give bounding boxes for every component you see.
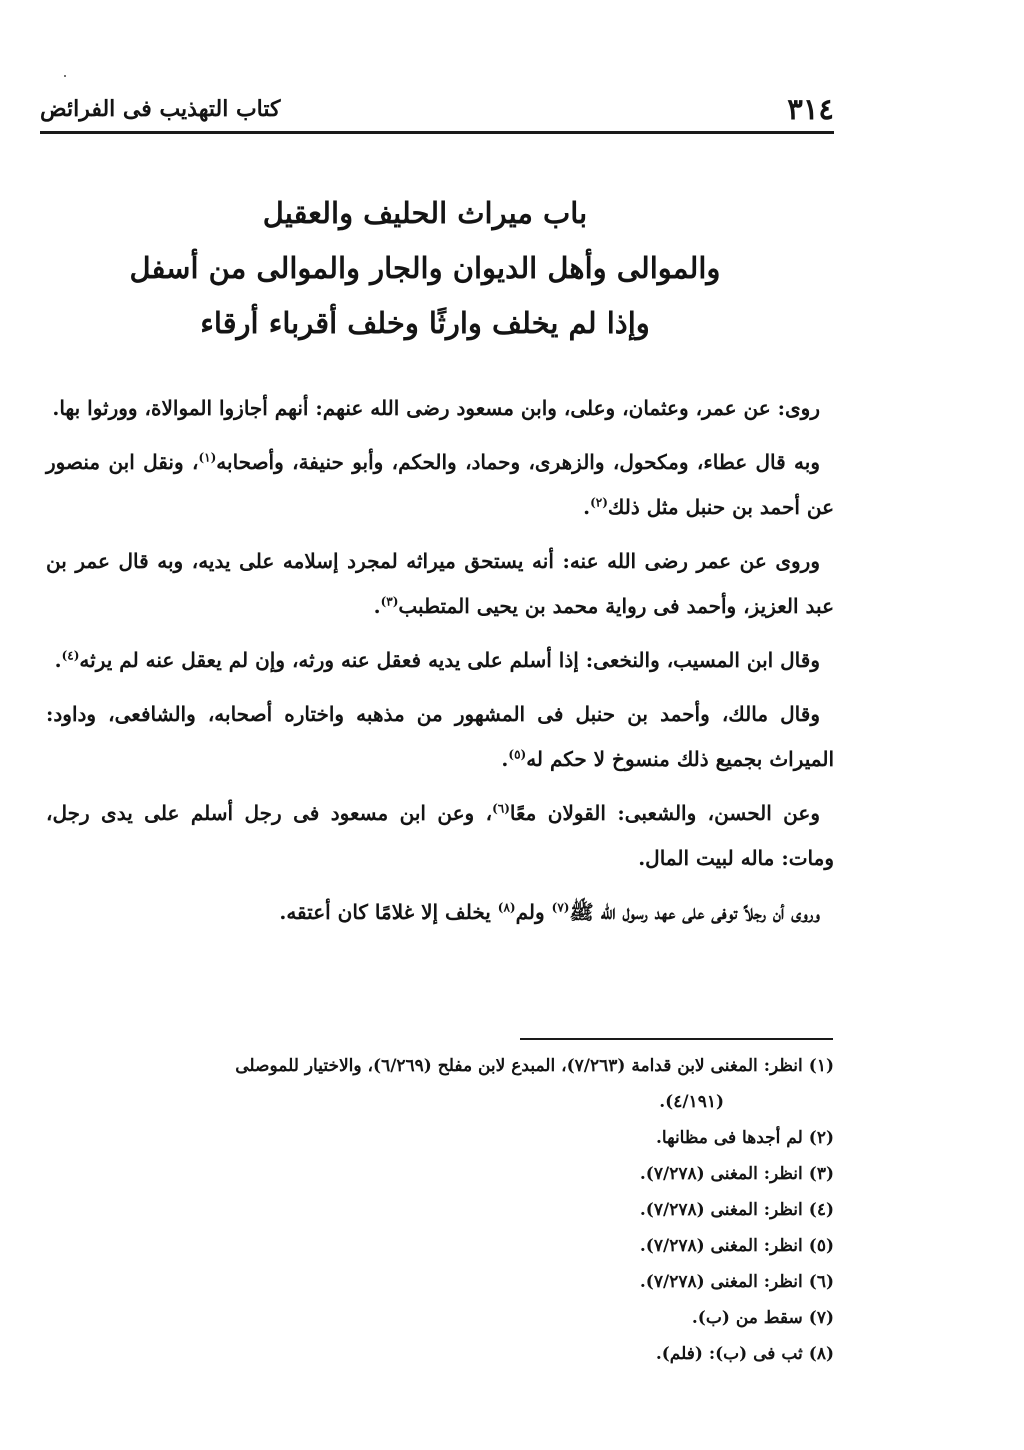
paragraph-text: ولم bbox=[515, 900, 552, 924]
paragraph-text: وقال ابن المسيب، والنخعى: إذا أسلم على يديه فعقل عنه ورثه، وإن لم يعقل عنه لم يرثه bbox=[79, 648, 820, 672]
footnote-ref-5[interactable]: (٥) bbox=[508, 747, 527, 762]
footnote-number: (١) bbox=[808, 1056, 834, 1076]
paragraph-text: . bbox=[583, 495, 591, 519]
footnote-text: انظر: المغنى (٧/٢٧٨). bbox=[639, 1200, 803, 1220]
paragraph-text: . bbox=[373, 594, 381, 618]
page-header bbox=[40, 88, 834, 132]
paragraph-text: . bbox=[54, 648, 62, 672]
chapter-title bbox=[80, 186, 770, 351]
footnote-6 bbox=[46, 1264, 834, 1300]
footnote-2 bbox=[46, 1120, 834, 1156]
footnote-3 bbox=[46, 1156, 834, 1192]
footnote-ref-4[interactable]: (٤) bbox=[61, 648, 80, 663]
footnote-text: سقط من (ب). bbox=[691, 1308, 803, 1328]
footnote-number: (٥) bbox=[808, 1236, 834, 1256]
running-title: كتاب التهذيب فى الفرائض bbox=[40, 96, 281, 122]
chapter-title-line-3: وإذا لم يخلف وارثًا وخلف أقرباء أرقاء bbox=[200, 306, 650, 340]
paragraph-text: روى: عن عمر، وعثمان، وعلى، وابن مسعود رضى الله عنهم: أنهم أجازوا الموالاة، وورثوا بها. bbox=[52, 396, 820, 420]
paragraph-text: ، وعن ابن مسعود فى رجل أسلم على يدى رجل، ومات: ماله لبيت المال. bbox=[46, 801, 834, 870]
footnote-text: لم أجدها فى مظانها. bbox=[656, 1128, 803, 1148]
footnote-ref-6[interactable]: (٦) bbox=[492, 801, 510, 816]
paragraph-text: وروى أن رجلاً توفى على عهد رسول الله ﷺ bbox=[569, 900, 820, 924]
paragraph-text: . bbox=[501, 747, 509, 771]
footnote-ref-7[interactable]: (٧) bbox=[551, 900, 570, 915]
footnote-rule bbox=[520, 1038, 833, 1040]
paragraph-6 bbox=[46, 791, 834, 881]
footnote-ref-1[interactable]: (١) bbox=[198, 450, 217, 465]
paragraph-text: وعن الحسن، والشعبى: القولان معًا bbox=[509, 801, 821, 825]
footnote-4 bbox=[46, 1192, 834, 1228]
paragraph-5 bbox=[46, 692, 834, 782]
paragraph-text: وروى عن عمر رضى الله عنه: أنه يستحق ميراثه لمجرد إسلامه على يديه، وبه قال عمر بن عبد العزيز، وأحمد فى رواية محمد بن يحيى المتطبب bbox=[46, 549, 834, 618]
footnote-number: (٧) bbox=[808, 1308, 834, 1328]
footnote-ref-8[interactable]: (٨) bbox=[497, 900, 516, 915]
footnote-number: (٤) bbox=[808, 1200, 834, 1220]
footnote-text: انظر: المغنى لابن قدامة (٧/٢٦٣)، المبدع لابن مفلح (٦/٢٦٩)، والاختيار للموصلى bbox=[235, 1056, 803, 1076]
paragraph-text: يخلف إلا غلامًا كان أعتقه. bbox=[279, 900, 498, 924]
footnote-continuation: (٤/١٩١). bbox=[659, 1092, 724, 1112]
paragraph-1 bbox=[46, 386, 834, 431]
footnote-number: (٨) bbox=[808, 1344, 834, 1364]
footnote-text: انظر: المغنى (٧/٢٧٨). bbox=[639, 1272, 803, 1292]
paragraph-text: وقال مالك، وأحمد بن حنبل فى المشهور من مذهبه واختاره أصحابه، والشافعى، وداود: الميراث بجميع ذلك منسوخ لا حكم له bbox=[46, 702, 834, 771]
footnote-text: انظر: المغنى (٧/٢٧٨). bbox=[639, 1164, 803, 1184]
paragraph-3 bbox=[46, 539, 834, 629]
footnote-5 bbox=[46, 1228, 834, 1264]
paragraph-text: وبه قال عطاء، ومكحول، والزهرى، وحماد، والحكم، وأبو حنيفة، وأصحابه bbox=[216, 450, 821, 474]
footnotes bbox=[46, 1048, 834, 1372]
footnote-text: ثب فى (ب): (فلم). bbox=[655, 1344, 803, 1364]
paragraph-text: ، ونقل ابن منصور عن أحمد بن حنبل مثل ذلك bbox=[46, 450, 834, 519]
paragraph-7 bbox=[46, 890, 834, 935]
footnote-number: (٢) bbox=[808, 1128, 834, 1148]
page-number: ٣١٤ bbox=[787, 92, 834, 126]
body-text bbox=[46, 386, 834, 944]
footnote-ref-2[interactable]: (٢) bbox=[590, 495, 608, 510]
footnote-1 bbox=[46, 1048, 834, 1120]
footnote-7 bbox=[46, 1300, 834, 1336]
paragraph-2 bbox=[46, 440, 834, 530]
paragraph-4 bbox=[46, 638, 834, 683]
header-rule bbox=[40, 131, 834, 134]
chapter-title-line-1: باب ميراث الحليف والعقيل bbox=[262, 196, 588, 230]
footnote-number: (٦) bbox=[808, 1272, 834, 1292]
footnote-8 bbox=[46, 1336, 834, 1372]
footnote-text: انظر: المغنى (٧/٢٧٨). bbox=[639, 1236, 803, 1256]
footnote-ref-3[interactable]: (٣) bbox=[380, 594, 399, 609]
scan-speck bbox=[64, 75, 66, 77]
chapter-title-line-2: والموالى وأهل الديوان والجار والموالى من أسفل bbox=[129, 251, 721, 285]
footnote-number: (٣) bbox=[808, 1164, 834, 1184]
